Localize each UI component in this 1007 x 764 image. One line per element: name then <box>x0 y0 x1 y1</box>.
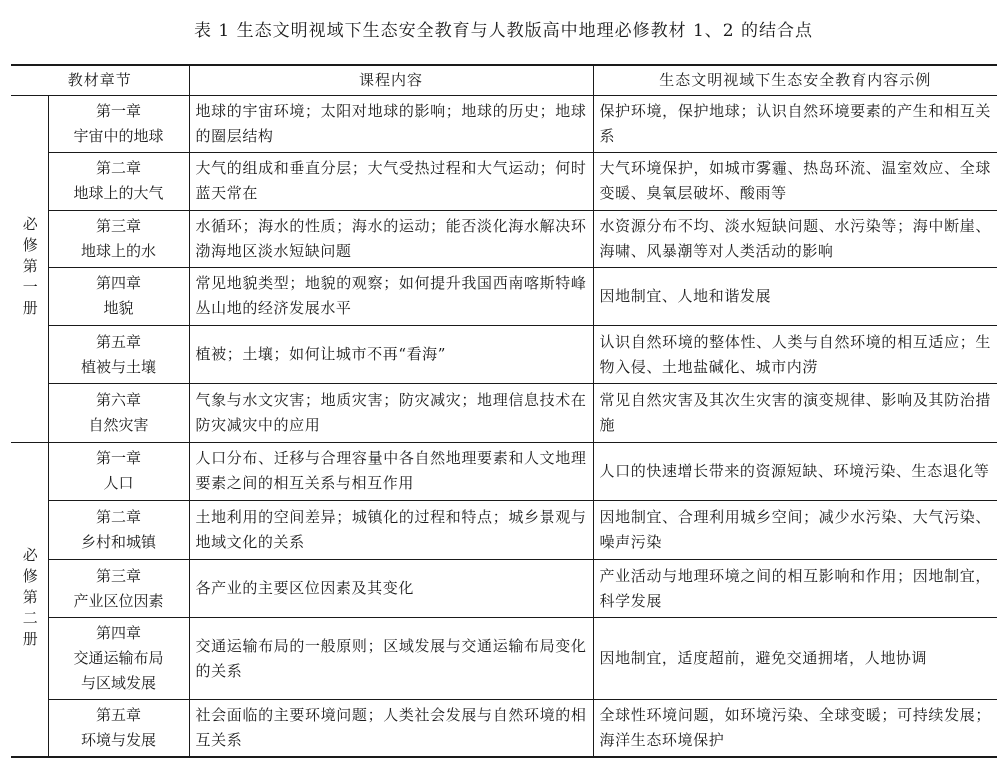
chapter-cell <box>48 560 189 618</box>
content-cell: 土地利用的空间差异；城镇化的过程和特点；城乡景观与地域文化的关系 <box>189 500 593 559</box>
chapter-number: 第四章 <box>96 274 142 293</box>
table-header-row <box>11 65 997 96</box>
chapter-cell <box>48 210 189 267</box>
table-row <box>11 153 997 210</box>
book-label: 必修第一册 <box>11 96 48 443</box>
example-cell: 产业活动与地理环境之间的相互影响和作用；因地制宜，科学发展 <box>593 560 997 618</box>
chapter-number: 第五章 <box>96 706 142 725</box>
content-cell: 交通运输布局的一般原则；区域发展与交通运输布局变化的关系 <box>189 618 593 700</box>
chapter-cell <box>48 442 189 500</box>
example-cell: 保护环境，保护地球；认识自然环境要素的产生和相互关系 <box>593 96 997 153</box>
chapter-cell <box>48 618 189 700</box>
header-chapter: 教材章节 <box>11 65 189 96</box>
chapter-name-line: 交通运输布局 <box>73 649 164 668</box>
chapter-number: 第二章 <box>96 159 142 178</box>
table-row <box>11 384 997 442</box>
chapter-number: 第一章 <box>96 102 142 121</box>
chapter-name: 产业区位因素 <box>73 591 164 610</box>
chapter-name: 乡村和城镇 <box>81 532 157 551</box>
table-row <box>11 442 997 500</box>
book-label: 必修第二册 <box>11 442 48 757</box>
example-cell: 水资源分布不均、淡水短缺问题、水污染等；海中断崖、海啸、风暴潮等对人类活动的影响 <box>593 210 997 267</box>
chapter-cell <box>48 326 189 384</box>
table-row <box>11 96 997 153</box>
example-cell: 常见自然灾害及其次生灾害的演变规律、影响及其防治措施 <box>593 384 997 442</box>
chapter-name: 植被与土壤 <box>81 357 157 376</box>
content-cell: 植被；土壤；如何让城市不再“看海” <box>189 326 593 384</box>
content-cell: 地球的宇宙环境；太阳对地球的影响；地球的历史；地球的圈层结构 <box>189 96 593 153</box>
chapter-number: 第五章 <box>96 332 142 351</box>
header-content: 课程内容 <box>189 65 593 96</box>
chapter-name: 人口 <box>103 474 134 493</box>
content-cell: 气象与水文灾害；地质灾害；防灾减灾；地理信息技术在防灾减灾中的应用 <box>189 384 593 442</box>
example-cell: 因地制宜、人地和谐发展 <box>593 267 997 325</box>
table-caption: 表 1 生态文明视域下生态安全教育与人教版高中地理必修教材 1、2 的结合点 <box>193 21 814 41</box>
chapter-cell <box>48 700 189 757</box>
example-cell: 因地制宜、合理利用城乡空间；减少水污染、大气污染、噪声污染 <box>593 500 997 559</box>
chapter-name: 自然灾害 <box>88 415 149 434</box>
chapter-name: 地球上的大气 <box>73 184 164 203</box>
header-example: 生态文明视域下生态安全教育内容示例 <box>593 65 997 96</box>
chapter-cell <box>48 96 189 153</box>
table-row <box>11 210 997 267</box>
example-cell: 大气环境保护，如城市雾霾、热岛环流、温室效应、全球变暖、臭氧层破坏、酸雨等 <box>593 153 997 210</box>
content-cell: 各产业的主要区位因素及其变化 <box>189 560 593 618</box>
content-cell: 水循环；海水的性质；海水的运动；能否淡化海水解决环渤海地区淡水短缺问题 <box>189 210 593 267</box>
example-cell: 人口的快速增长带来的资源短缺、环境污染、生态退化等 <box>593 442 997 500</box>
content-cell: 大气的组成和垂直分层；大气受热过程和大气运动；何时蓝天常在 <box>189 153 593 210</box>
chapter-cell <box>48 384 189 442</box>
chapter-number: 第三章 <box>96 216 142 235</box>
chapter-number: 第六章 <box>96 390 142 409</box>
chapter-cell <box>48 500 189 559</box>
table-row <box>11 700 997 757</box>
content-cell: 人口分布、迁移与合理容量中各自然地理要素和人文地理要素之间的相互关系与相互作用 <box>189 442 593 500</box>
chapter-cell <box>48 267 189 325</box>
table-row <box>11 267 997 325</box>
table-row <box>11 326 997 384</box>
chapter-cell <box>48 153 189 210</box>
content-cell: 常见地貌类型；地貌的观察；如何提升我国西南喀斯特峰丛山地的经济发展水平 <box>189 267 593 325</box>
example-cell: 认识自然环境的整体性、人类与自然环境的相互适应；生物入侵、土地盐碱化、城市内涝 <box>593 326 997 384</box>
chapter-number: 第一章 <box>96 449 142 468</box>
example-cell: 全球性环境问题，如环境污染、全球变暖；可持续发展；海洋生态环境保护 <box>593 700 997 757</box>
chapter-number: 第三章 <box>96 566 142 585</box>
curriculum-table <box>11 64 997 758</box>
table-row <box>11 618 997 700</box>
example-cell: 因地制宜，适度超前，避免交通拥堵，人地协调 <box>593 618 997 700</box>
table-row <box>11 500 997 559</box>
chapter-name-line: 与区域发展 <box>81 674 157 693</box>
chapter-number: 第二章 <box>96 507 142 526</box>
table-body <box>11 96 997 758</box>
table-row <box>11 560 997 618</box>
chapter-number: 第四章 <box>96 624 142 643</box>
chapter-name: 宇宙中的地球 <box>73 127 164 146</box>
chapter-name: 地球上的水 <box>81 241 157 260</box>
content-cell: 社会面临的主要环境问题；人类社会发展与自然环境的相互关系 <box>189 700 593 757</box>
chapter-name: 环境与发展 <box>81 731 157 750</box>
chapter-name: 地貌 <box>103 299 134 318</box>
